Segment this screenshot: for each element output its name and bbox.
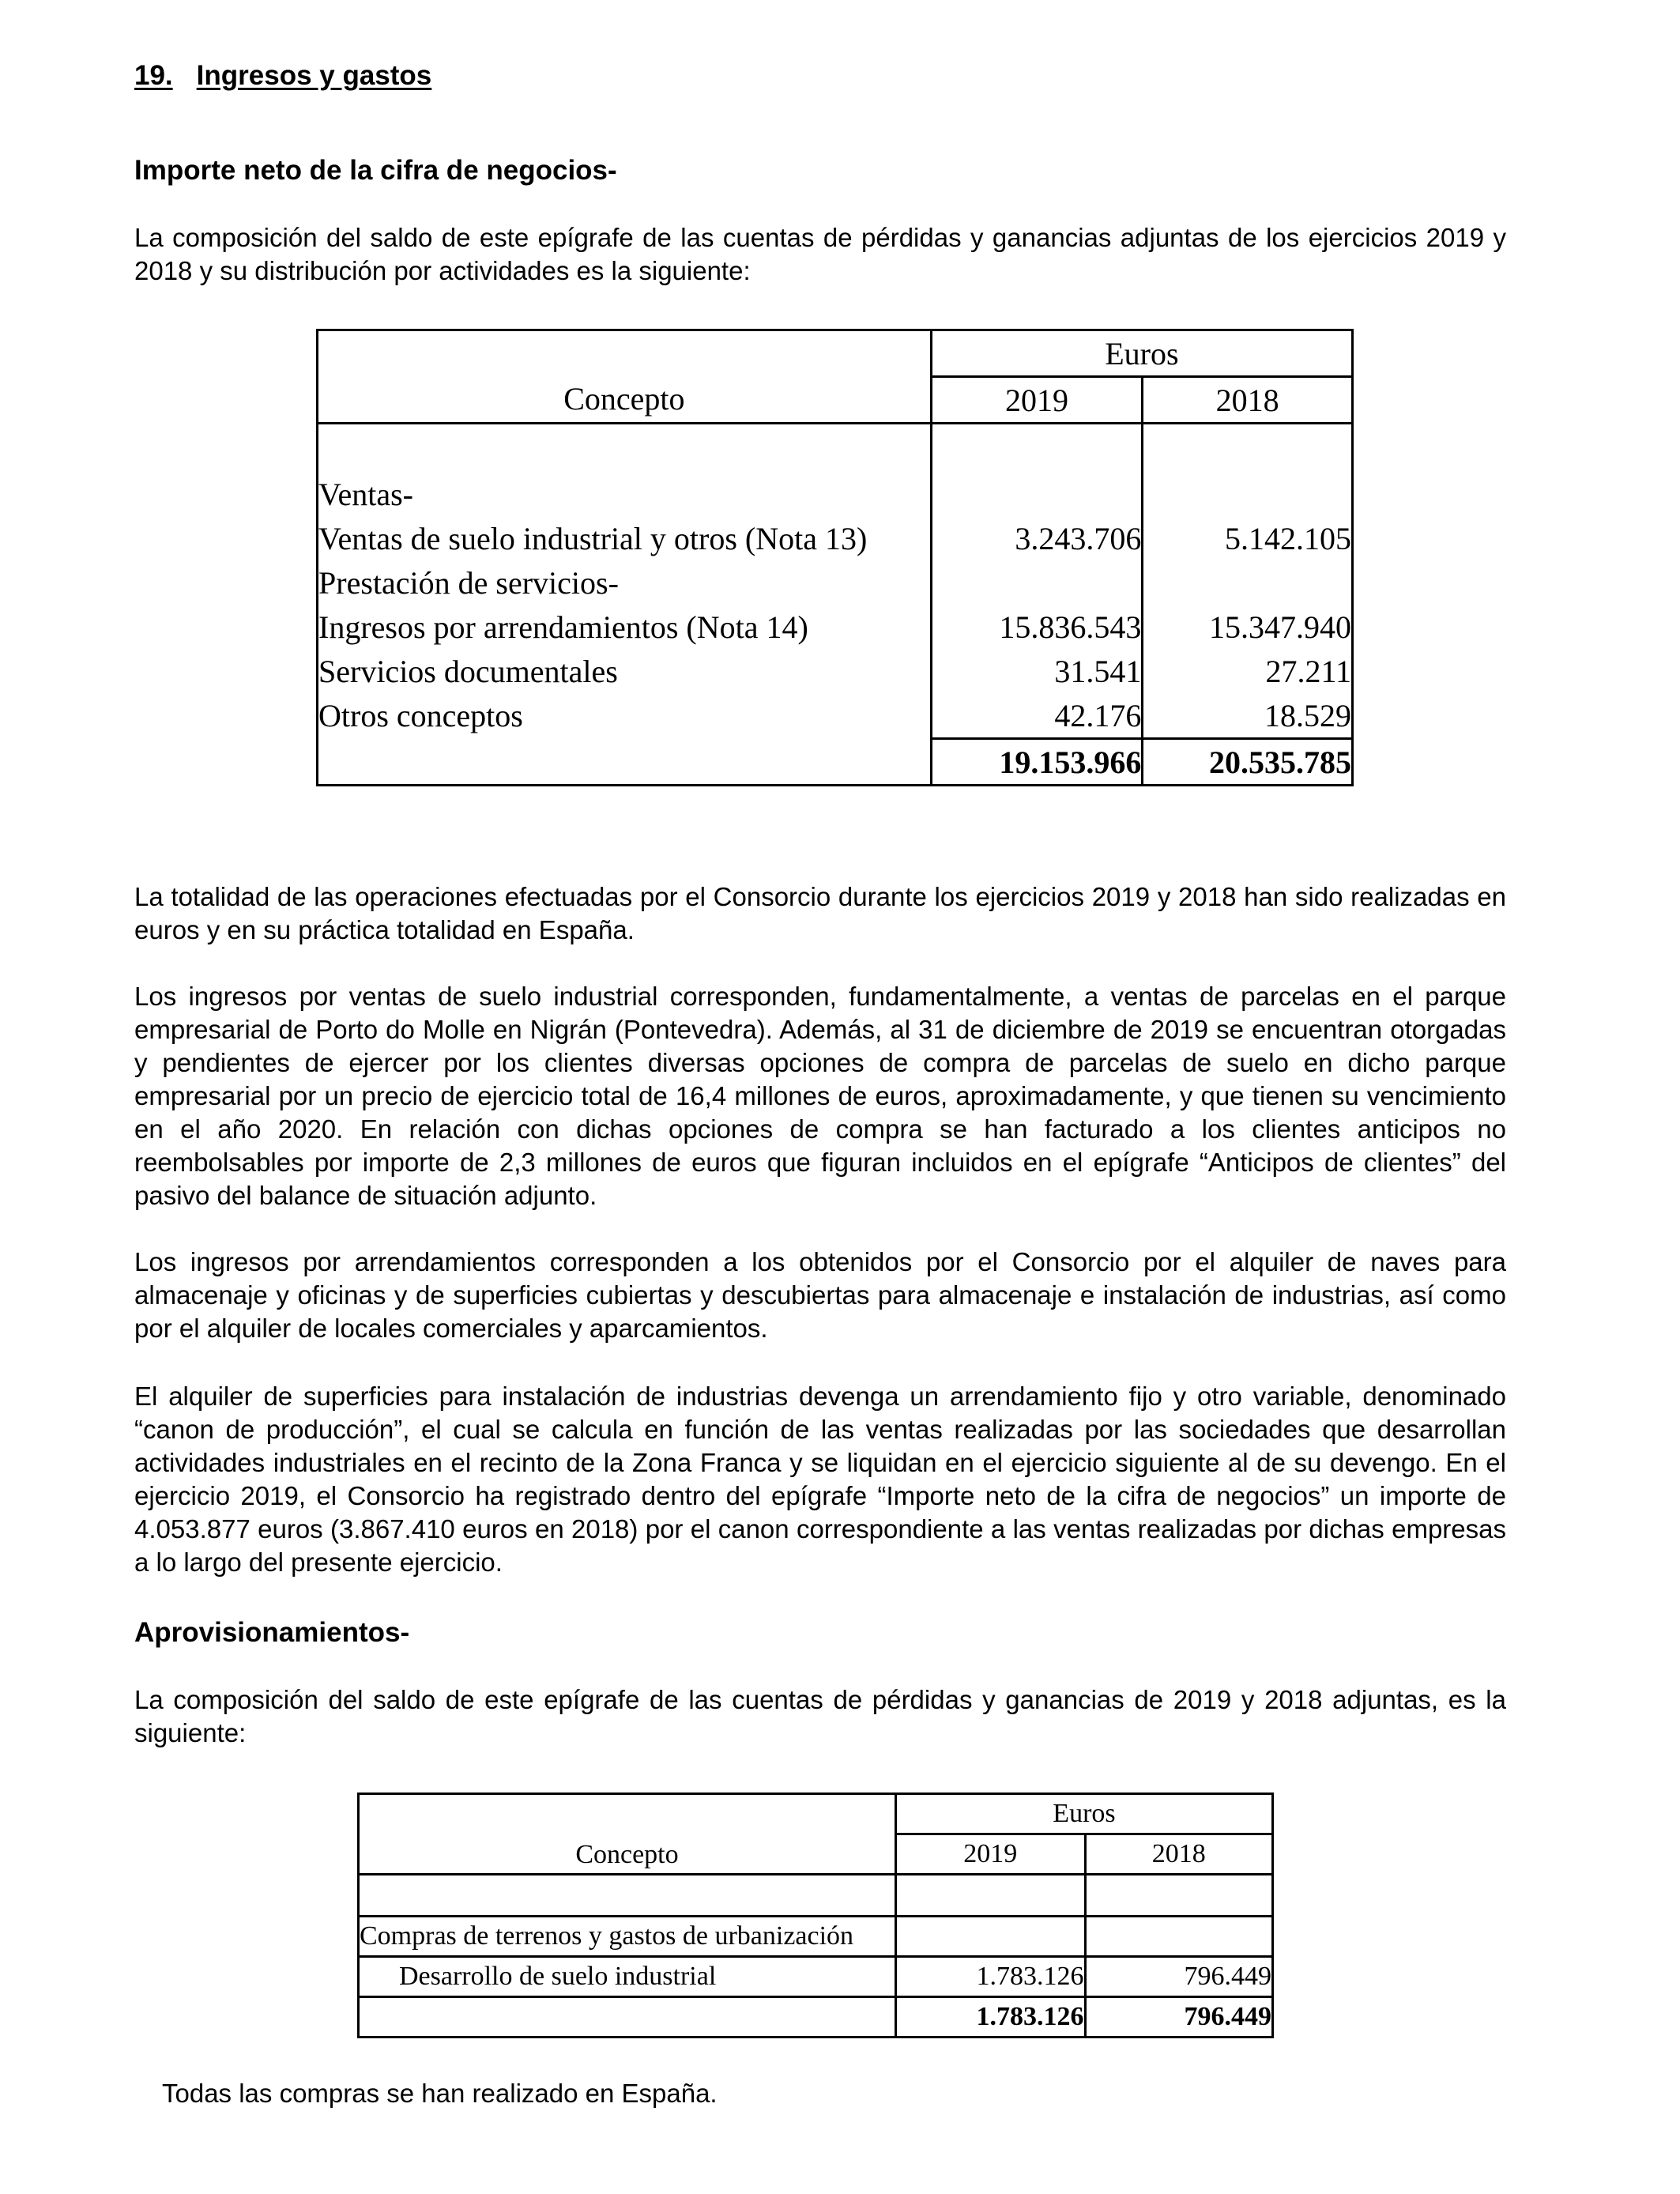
group-label: Compras de terrenos y gastos de urbanización [359, 1917, 896, 1957]
paragraph-land-sales: Los ingresos por ventas de suelo industrial corresponden, fundamentalmente, a ventas de parcelas en el parque empresarial de Porto do Molle en Nigrán (Pontevedra). Además, al 31 de diciembre de 2019 se encuentran otorgadas y pendientes de ejercer por los clientes diversas opciones de compra de parcelas de suelo en dicho parque empresarial por un precio de ejercicio total de 16,4 millones de euros, aproximadamente, y que tienen su vencimiento en el año 2020. En relación con dichas opciones de compra se han facturado a los clientes anticipos no reembolsables por importe de 2,3 millones de euros que figuran incluidos en el epígrafe “Anticipos de clientes” del pasivo del balance de situación adjunto. [134, 982, 1506, 1210]
value-2018: 27.211 [1143, 649, 1353, 693]
row-label: Ventas de suelo industrial y otros (Nota 13) [318, 516, 932, 560]
table-row [318, 560, 1353, 605]
value-2019: 3.243.706 [931, 516, 1143, 560]
row-label: Servicios documentales [318, 649, 932, 693]
row-label: Otros conceptos [318, 693, 932, 739]
value-2018: 5.142.105 [1143, 516, 1353, 560]
row-label: Ingresos por arrendamientos (Nota 14) [318, 605, 932, 649]
revenue-table [316, 329, 1354, 786]
total-2018: 20.535.785 [1143, 739, 1353, 786]
section-heading [134, 60, 431, 92]
subsection-title-supplies: Aprovisionamientos- [134, 1617, 410, 1648]
concept-header: Concepto [359, 1794, 896, 1875]
closing-paragraph: Todas las compras se han realizado en España. [162, 2079, 718, 2108]
table-row [318, 472, 1353, 516]
value-2019: 15.836.543 [931, 605, 1143, 649]
euros-header: Euros [931, 330, 1352, 377]
paragraph-leases: Los ingresos por arrendamientos corresponden a los obtenidos por el Consorcio por el alquiler de naves para almacenaje y oficinas y de superficies cubiertas y descubiertas para almacenaje e instalación de industrias, así como por el alquiler de locales comerciales y aparcamientos. [134, 1247, 1506, 1343]
table-row [359, 1917, 1273, 1957]
table-row [318, 605, 1353, 649]
value-2019: 1.783.126 [895, 1957, 1085, 1997]
year-2019-header: 2019 [931, 377, 1143, 424]
row-label: Prestación de servicios- [318, 560, 932, 605]
section-number: 19. [134, 60, 173, 91]
supplies-table [357, 1793, 1274, 2038]
table-row [318, 693, 1353, 739]
table-row [359, 1957, 1273, 1997]
total-row [318, 739, 1353, 786]
section-title: Ingresos y gastos [196, 60, 432, 91]
supplies-intro-paragraph: La composición del saldo de este epígrafe de las cuentas de pérdidas y ganancias de 2019 y 2018 adjuntas, es la siguiente: [134, 1685, 1506, 1747]
concept-header: Concepto [318, 330, 932, 424]
table-row [318, 516, 1353, 560]
total-2018: 796.449 [1085, 1997, 1273, 2038]
paragraph-production-fee: El alquiler de superficies para instalación de industrias devenga un arrendamiento fijo y otro variable, denominado “canon de producción”, el cual se calcula en función de las ventas realizadas por las sociedades que desarrollan actividades industriales en el recinto de la Zona Franca y se liquidan en el ejercicio siguiente al de su devengo. En el ejercicio 2019, el Consorcio ha registrado dentro del epígrafe “Importe neto de la cifra de negocios” un importe de 4.053.877 euros (3.867.410 euros en 2018) por el canon correspondiente a las ventas realizadas por dichas empresas a lo largo del presente ejercicio. [134, 1382, 1506, 1577]
paragraph-currency: La totalidad de las operaciones efectuadas por el Consorcio durante los ejercicios 2019 y 2018 han sido realizadas en euros y en su práctica totalidad en España. [134, 882, 1506, 944]
year-2018-header: 2018 [1143, 377, 1353, 424]
row-label: Desarrollo de suelo industrial [359, 1957, 896, 1997]
value-2019: 31.541 [931, 649, 1143, 693]
revenue-intro-paragraph: La composición del saldo de este epígrafe de las cuentas de pérdidas y ganancias adjuntas de los ejercicios 2019 y 2018 y su distribución por actividades es la siguiente: [134, 223, 1506, 285]
total-2019: 1.783.126 [895, 1997, 1085, 2038]
row-label: Ventas- [318, 472, 932, 516]
value-2019: 42.176 [931, 693, 1143, 739]
year-2019-header: 2019 [895, 1834, 1085, 1875]
year-2018-header: 2018 [1085, 1834, 1273, 1875]
value-2018: 18.529 [1143, 693, 1353, 739]
euros-header: Euros [895, 1794, 1272, 1834]
subsection-title-revenue: Importe neto de la cifra de negocios- [134, 155, 617, 186]
total-2019: 19.153.966 [931, 739, 1143, 786]
total-row [359, 1997, 1273, 2038]
table-row [318, 649, 1353, 693]
value-2018: 796.449 [1085, 1957, 1273, 1997]
value-2018: 15.347.940 [1143, 605, 1353, 649]
